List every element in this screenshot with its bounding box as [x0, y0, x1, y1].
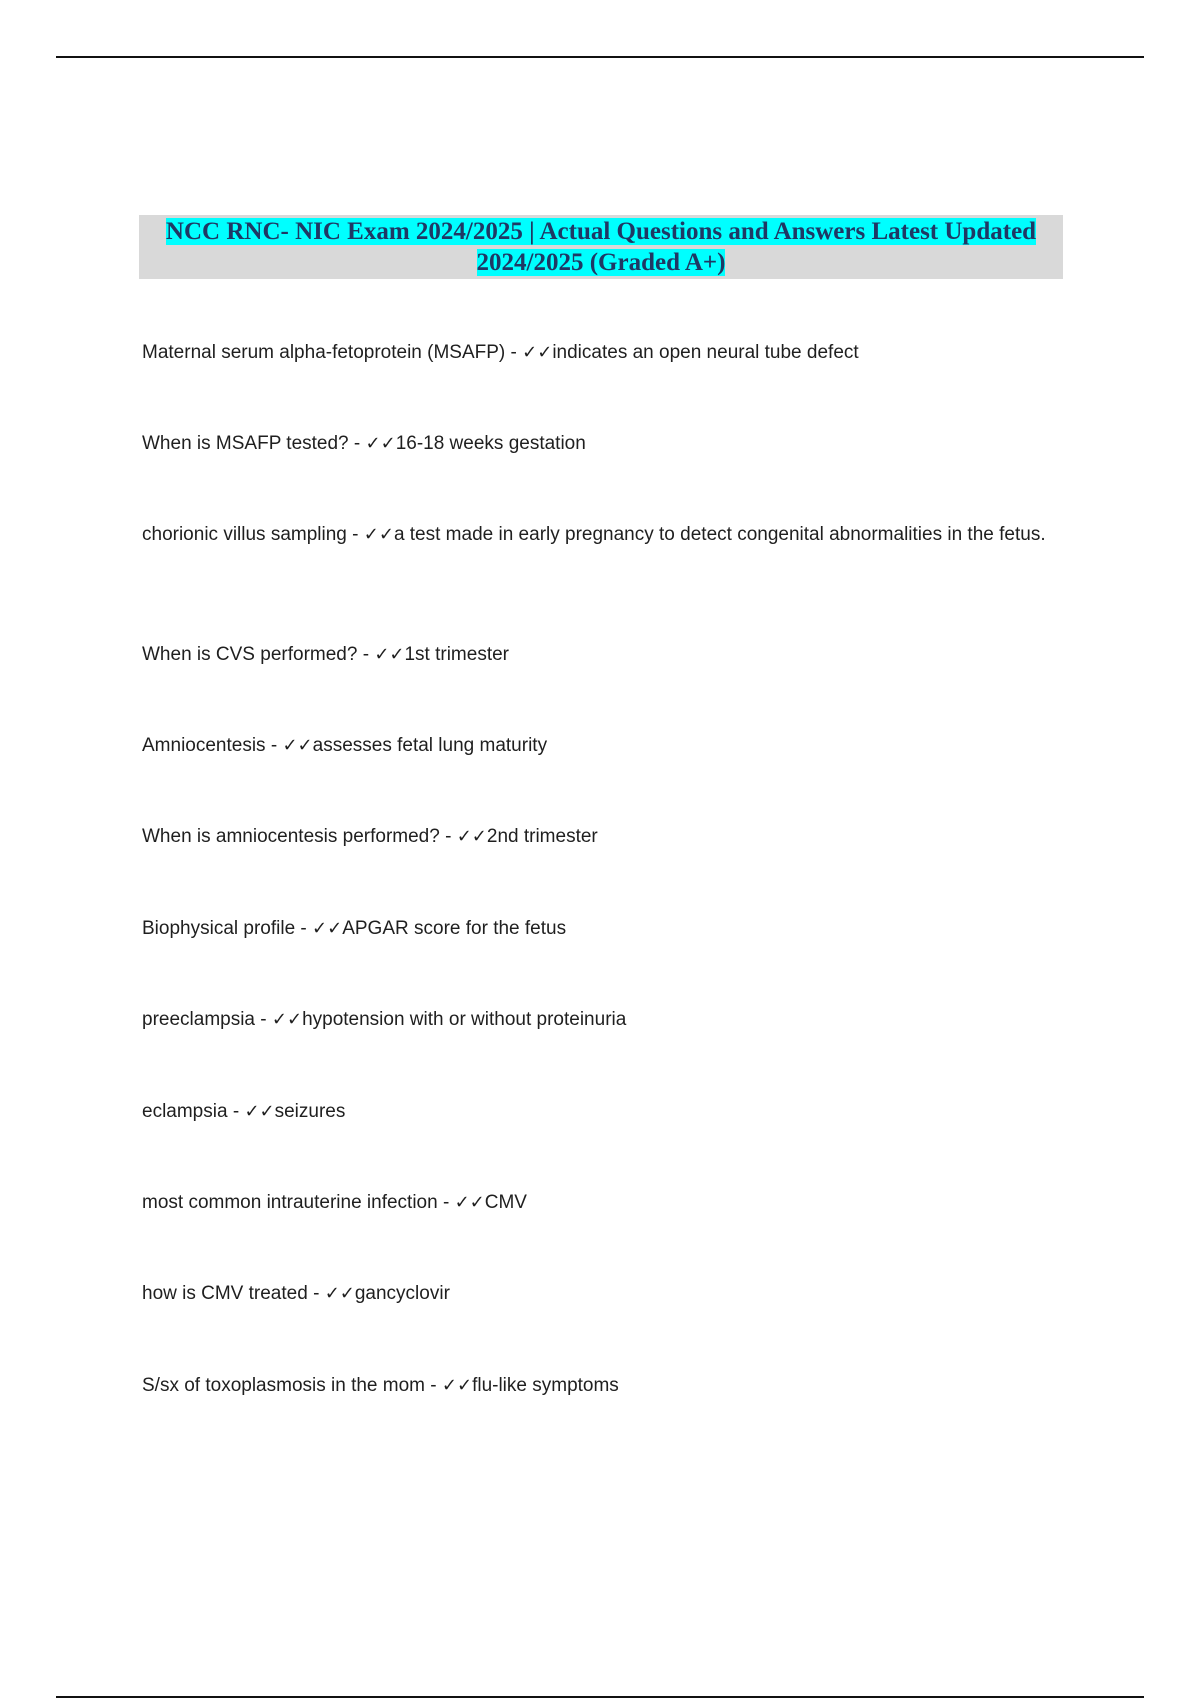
- qa-term: Maternal serum alpha-fetoprotein (MSAFP): [142, 342, 506, 363]
- qa-separator: -: [307, 1283, 325, 1304]
- qa-answer: 16-18 weeks gestation: [395, 433, 586, 454]
- qa-term: When is CVS performed?: [142, 644, 358, 665]
- footer-rule: [56, 1696, 1144, 1698]
- check-icon: ✓✓: [374, 644, 405, 665]
- check-icon: ✓✓: [363, 524, 394, 545]
- check-icon: ✓✓: [441, 1375, 473, 1396]
- qa-term: When is MSAFP tested?: [142, 433, 349, 454]
- qa-separator: -: [437, 1192, 455, 1213]
- check-icon: ✓✓: [244, 1101, 275, 1122]
- qa-item: [142, 640, 1062, 669]
- qa-separator: -: [357, 644, 375, 665]
- qa-answer: CMV: [484, 1192, 527, 1213]
- qa-answer: gancyclovir: [354, 1283, 450, 1304]
- qa-separator: -: [346, 524, 364, 545]
- qa-answer: indicates an open neural tube defect: [552, 342, 859, 363]
- qa-item: [142, 520, 1062, 549]
- check-icon: ✓✓: [271, 1009, 303, 1030]
- qa-answer: hypotension with or without proteinuria: [302, 1009, 627, 1030]
- qa-separator: -: [265, 735, 283, 756]
- qa-term: When is amniocentesis performed?: [142, 826, 440, 847]
- qa-term: S/sx of toxoplasmosis in the mom: [142, 1375, 425, 1396]
- qa-answer: 2nd trimester: [486, 826, 598, 847]
- qa-term: Amniocentesis: [142, 735, 266, 756]
- check-icon: ✓✓: [324, 1283, 355, 1304]
- qa-answer: seizures: [274, 1101, 346, 1122]
- qa-separator: -: [439, 826, 457, 847]
- qa-separator: -: [348, 433, 366, 454]
- check-icon: ✓✓: [365, 433, 396, 454]
- qa-answer: flu-like symptoms: [472, 1375, 619, 1396]
- qa-term: Biophysical profile: [142, 918, 296, 939]
- qa-item: [142, 338, 1062, 367]
- qa-separator: -: [505, 342, 523, 363]
- qa-item: [142, 1371, 1062, 1400]
- qa-item: [142, 914, 1062, 943]
- qa-separator: -: [227, 1101, 245, 1122]
- qa-item: [142, 1188, 1062, 1217]
- check-icon: ✓✓: [282, 735, 313, 756]
- qa-answer: a test made in early pregnancy to detect congenital abnormalities in the fetus.: [393, 524, 1046, 545]
- qa-term: chorionic villus sampling: [142, 524, 347, 545]
- qa-item: [142, 822, 1062, 851]
- qa-item: [142, 1005, 1062, 1034]
- header-rule: [56, 56, 1144, 58]
- qa-answer: 1st trimester: [404, 644, 510, 665]
- check-icon: ✓✓: [454, 1192, 485, 1213]
- qa-item: [142, 1097, 1062, 1126]
- check-icon: ✓✓: [312, 918, 343, 939]
- document-title: [161, 216, 1041, 278]
- qa-answer: assesses fetal lung maturity: [312, 735, 548, 756]
- check-icon: ✓✓: [522, 342, 553, 363]
- qa-item: [142, 731, 1062, 760]
- qa-term: how is CMV treated: [142, 1283, 308, 1304]
- qa-term: most common intrauterine infection: [142, 1192, 438, 1213]
- title-banner: [139, 215, 1063, 279]
- qa-separator: -: [255, 1009, 272, 1030]
- qa-separator: -: [425, 1375, 442, 1396]
- qa-term: eclampsia: [142, 1101, 228, 1122]
- check-icon: ✓✓: [456, 826, 487, 847]
- qa-answer: APGAR score for the fetus: [342, 918, 567, 939]
- qa-separator: -: [295, 918, 313, 939]
- document-title-highlight: NCC RNC- NIC Exam 2024/2025 | Actual Questions and Answers Latest Updated 2024/2025 (Graded A+): [165, 218, 1037, 276]
- qa-item: [142, 1279, 1062, 1308]
- qa-item: [142, 429, 1062, 458]
- qa-term: preeclampsia: [142, 1009, 255, 1030]
